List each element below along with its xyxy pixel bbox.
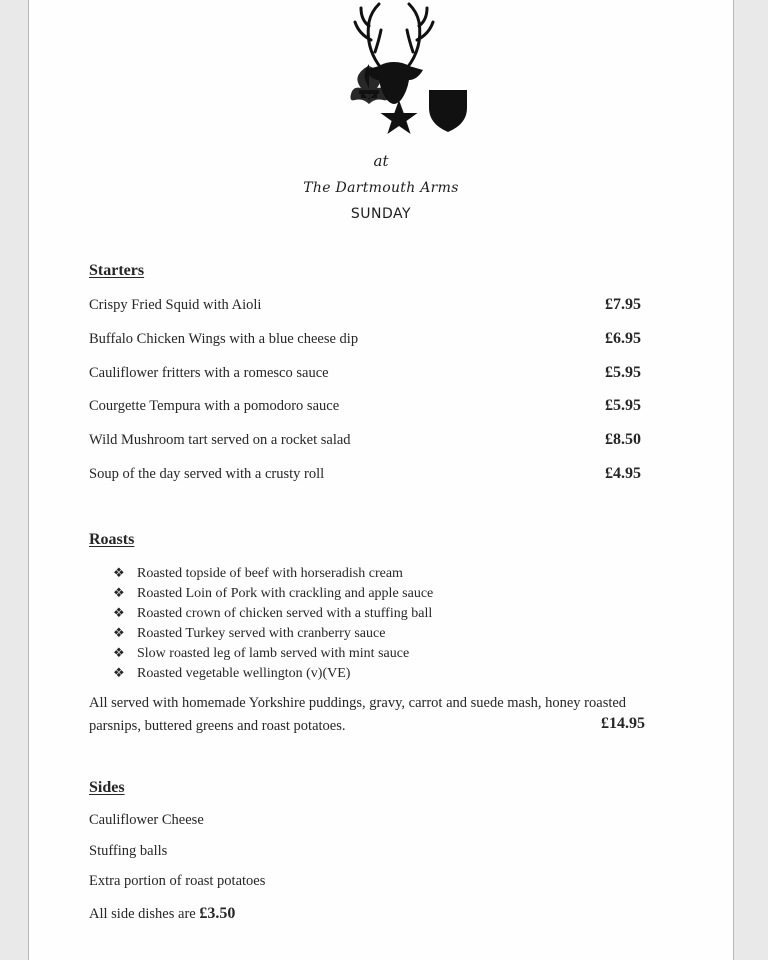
menu-day: SUNDAY — [350, 206, 412, 222]
roasts-note-line1: All served with homemade Yorkshire puddings, gravy, carrot and suede mash, honey roasted — [89, 695, 627, 711]
starter-price: £7.95 — [605, 296, 641, 313]
star-icon — [381, 100, 418, 134]
sides-heading: Sides — [89, 779, 125, 796]
list-item — [113, 603, 433, 623]
sides-price-line — [89, 905, 235, 923]
diamond-bullet-icon: ❖ — [113, 605, 125, 620]
stag-antlers-icon — [355, 4, 433, 68]
diamond-bullet-icon: ❖ — [113, 645, 125, 660]
starter-price: £6.95 — [605, 330, 641, 347]
roast-name: Roasted Turkey served with cranberry sauce — [137, 626, 386, 641]
list-item — [113, 563, 433, 583]
roasts-list — [113, 563, 433, 683]
sides-price-text: All side dishes are — [89, 906, 196, 922]
roasts-price: £14.95 — [601, 715, 645, 732]
shield-icon — [429, 90, 467, 132]
roast-name: Roasted crown of chicken served with a stuffing ball — [137, 606, 433, 621]
roasts-note-line2: parsnips, buttered greens and roast potatoes. — [89, 718, 346, 734]
stag-crest-logo — [319, 0, 469, 140]
starter-name: Buffalo Chicken Wings with a blue cheese dip — [89, 331, 359, 347]
side-item: Stuffing balls — [89, 843, 168, 859]
list-item — [113, 643, 433, 663]
roast-name: Roasted Loin of Pork with crackling and apple sauce — [137, 586, 434, 601]
venue-name: The Dartmouth Arms — [303, 180, 459, 196]
starter-name: Cauliflower fritters with a romesco sauce — [89, 365, 329, 381]
starter-price: £5.95 — [605, 364, 641, 381]
diamond-bullet-icon: ❖ — [113, 665, 125, 680]
starter-name: Soup of the day served with a crusty roll — [89, 466, 325, 482]
roast-name: Slow roasted leg of lamb served with mint sauce — [137, 646, 410, 661]
roast-name: Roasted vegetable wellington (v)(VE) — [137, 666, 351, 681]
sides-price: £3.50 — [199, 905, 236, 922]
diamond-bullet-icon: ❖ — [113, 625, 125, 640]
list-item — [113, 623, 433, 643]
roast-name: Roasted topside of beef with horseradish cream — [137, 566, 403, 581]
starter-price: £5.95 — [605, 397, 641, 414]
menu-page — [28, 0, 734, 960]
list-item — [113, 663, 433, 683]
header-at: at — [373, 152, 389, 170]
side-item: Extra portion of roast potatoes — [89, 873, 266, 889]
roasts-heading: Roasts — [89, 531, 135, 548]
starter-price: £8.50 — [605, 431, 641, 448]
starter-name: Wild Mushroom tart served on a rocket salad — [89, 432, 351, 448]
starter-price: £4.95 — [605, 465, 641, 482]
starter-name: Courgette Tempura with a pomodoro sauce — [89, 398, 340, 414]
starters-heading: Starters — [89, 262, 145, 279]
diamond-bullet-icon: ❖ — [113, 565, 125, 580]
starter-name: Crispy Fried Squid with Aioli — [89, 297, 262, 313]
side-item: Cauliflower Cheese — [89, 812, 204, 828]
list-item — [113, 583, 433, 603]
diamond-bullet-icon: ❖ — [113, 585, 125, 600]
